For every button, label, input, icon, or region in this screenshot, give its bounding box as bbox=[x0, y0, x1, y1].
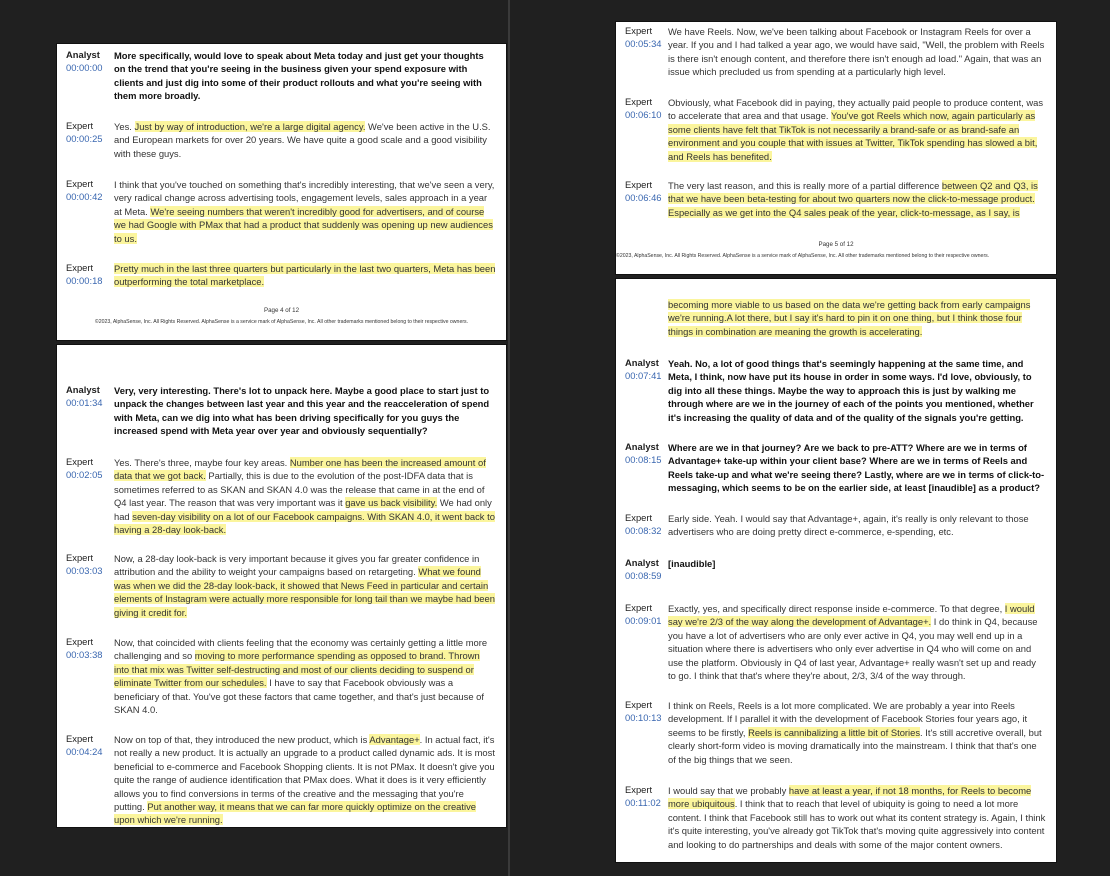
text-segment: I would say that we probably bbox=[668, 785, 789, 796]
speaker-role: Analyst bbox=[625, 557, 659, 568]
column-divider bbox=[508, 0, 510, 876]
timestamp[interactable]: 00:02:05 bbox=[66, 468, 103, 480]
timestamp[interactable]: 00:00:18 bbox=[66, 274, 103, 286]
turn-text bbox=[114, 49, 496, 103]
highlighted-text: Number one has been the increased amount of data that we got back. bbox=[114, 457, 486, 482]
speaker-role: Analyst bbox=[66, 384, 100, 395]
turn-text bbox=[668, 699, 1046, 766]
highlighted-text: gave us back visibility. bbox=[345, 497, 438, 509]
speaker-role: Expert bbox=[66, 733, 94, 744]
highlighted-text: Put another way, it means that we can far more quickly optimize on the creative upon which we're running. bbox=[114, 801, 476, 826]
highlighted-text: Just by way of introduction, we're a large digital agency. bbox=[134, 121, 366, 132]
speaker-role: Expert bbox=[66, 262, 94, 273]
text-segment: Partially, this is due to the evolution of the post-IDFA data that is sometimes referred to as SKAN and SKAN 4.0 was the release that came in at the end of Q4 last year. The reason that was very important was it bbox=[114, 470, 485, 509]
highlighted-text: between Q2 and Q3, is that we have been beta-testing for about two quarters now the click-to-message product. Especially as we get into the Q4 sales peak of the year, click-to-message, as I say, is bbox=[668, 180, 1038, 218]
timestamp[interactable]: 00:08:32 bbox=[625, 524, 662, 536]
text-segment: We've been active in the U.S. and European markets for over 20 years. We have quite a good scale and a good visibility with these guys. bbox=[114, 121, 491, 159]
page-number: Page 5 of 12 bbox=[818, 241, 854, 248]
turn-text bbox=[114, 384, 496, 438]
timestamp[interactable]: 00:00:42 bbox=[66, 190, 103, 202]
copyright-footer: ©2023, AlphaSense, Inc. All Rights Reserved. AlphaSense is a service mark of AlphaSense, Inc. All other trademarks mentioned belong to their respective owners. bbox=[616, 253, 990, 259]
turn-text bbox=[114, 456, 496, 536]
speaker-role: Analyst bbox=[625, 357, 659, 368]
text-segment: . I think that to reach that level of ubiquity is going to need a lot more content. I think that Facebook still has to work out what its content strategy is. Again, I think it's quite interesting, you've already got TikTok that's moving quite aggressively into content and looking to do partnerships and deals with some of the major content owners. bbox=[668, 798, 1046, 850]
text-segment: I think on Reels, Reels is a lot more complicated. We are probably a year into Reels development. If I parallel it with the development of Facebook Stories four years ago, it seems to be firstly, bbox=[668, 700, 1028, 738]
turn-text bbox=[114, 636, 496, 716]
highlighted-text: moving to more performance spending as opposed to brand. Thrown into that mix was Twitter self-destructing and most of our clients deciding to suspend or eliminate Twitter from our schedules. bbox=[114, 650, 480, 689]
highlighted-text: have at least a year, if not 18 months, for Reels to become more ubiquitous bbox=[668, 785, 1032, 810]
speaker-role: Analyst bbox=[625, 441, 659, 452]
timestamp[interactable]: 00:03:38 bbox=[66, 648, 103, 660]
text-segment: Exactly, yes, and specifically direct response inside e-commerce. To that degree, bbox=[668, 603, 1005, 614]
speaker-role: Expert bbox=[625, 699, 653, 710]
speaker-role: Expert bbox=[625, 96, 653, 107]
timestamp[interactable]: 00:09:01 bbox=[625, 614, 662, 626]
timestamp[interactable]: 00:08:59 bbox=[625, 569, 662, 581]
timestamp[interactable]: 00:01:34 bbox=[66, 396, 103, 408]
turn-text bbox=[668, 96, 1046, 163]
timestamp[interactable]: 00:05:34 bbox=[625, 37, 662, 49]
highlighted-text: What we found was when we did the 28-day look-back, it showed that News Feed in particular and certain elements of Instagram were actually more responsible for long tail than we maybe had been giving it credit for. bbox=[114, 566, 495, 618]
timestamp[interactable]: 00:00:00 bbox=[66, 61, 103, 73]
speaker-role: Expert bbox=[66, 552, 94, 563]
speaker-role: Expert bbox=[625, 784, 653, 795]
highlighted-text: Advantage+ bbox=[369, 734, 420, 745]
speaker-role: Analyst bbox=[66, 49, 100, 60]
text-segment: Yeah. No, a lot of good things that's seemingly happening at the same time, and Meta, I think, now have put its house in order in some ways. I'd love, obviously, to dig into all these things. Maybe the way to approach this is just by walking me through where are we in the journey of each of the points you mentioned, whether it's increasing the quality of data and of the quality of the signals you're getting. bbox=[668, 358, 1034, 423]
document-page-5-top bbox=[57, 345, 506, 827]
text-segment: Now, that coincided with clients feeling that the economy was certainly getting a little more challenging and so bbox=[114, 637, 488, 662]
text-segment: More specifically, would love to speak about Meta today and just get your thoughts on the trend that you're seeing in the business given your spend exposure with clients and just dig into some of their product rollouts and what you're seeing with them more broadly. bbox=[114, 50, 484, 102]
turn-text bbox=[114, 733, 496, 827]
turn-text bbox=[668, 25, 1046, 79]
highlighted-text: You've got Reels which now, again particularly as some clients have felt that TikTok is not necessarily a brand-safe or as brand-safe an environment and you couple that with issues at Twitter, TikTok spending has slowed a bit, and Reels has benefited. bbox=[668, 110, 1038, 162]
turn-text bbox=[668, 512, 1046, 539]
speaker-role: Expert bbox=[66, 456, 94, 467]
speaker-role: Expert bbox=[66, 120, 94, 131]
document-page-6-top bbox=[616, 279, 1056, 862]
turn-text bbox=[114, 262, 496, 289]
timestamp[interactable]: 00:00:25 bbox=[66, 132, 103, 144]
timestamp[interactable]: 00:06:46 bbox=[625, 191, 662, 203]
timestamp[interactable]: 00:10:13 bbox=[625, 711, 662, 723]
turn-text bbox=[668, 602, 1046, 682]
speaker-role: Expert bbox=[66, 178, 94, 189]
speaker-role: Expert bbox=[625, 602, 653, 613]
turn-text bbox=[668, 357, 1046, 424]
speaker-role: Expert bbox=[625, 179, 653, 190]
copyright-footer: ©2023, AlphaSense, Inc. All Rights Reserved. AlphaSense is a service mark of AlphaSense, Inc. All other trademarks mentioned belong to their respective owners. bbox=[94, 319, 469, 325]
document-page-4-bottom bbox=[57, 44, 506, 340]
highlighted-text: becoming more viable to us based on the data we're getting back from early campaigns we're running.A lot there, but I say it's hard to pin it on one thing, but I think those four things in combination are meaning the growth is accelerating. bbox=[668, 299, 1031, 337]
text-segment: Now on top of that, they introduced the new product, which is bbox=[114, 734, 370, 745]
speaker-role: Expert bbox=[625, 25, 653, 36]
text-segment: . In actual fact, it's not really a new product. It is actually an upgrade to a product called dynamic ads. It is most beneficial to e-commerce and Facebook Shopping clients. It is not PMax. It doesn't give you quite the range of audience identification that PMax does. What it does is it very efficiently allows you to find conversions in terms of the creative and the messaging that you're putting. bbox=[114, 734, 495, 813]
text-segment: Yes. bbox=[114, 121, 135, 132]
text-segment: Early side. Yeah. I would say that Advantage+, again, it's really is only relevant to those advertisers who are doing pretty direct e-commerce, e-spending, etc. bbox=[668, 513, 1029, 538]
timestamp[interactable]: 00:04:24 bbox=[66, 745, 103, 757]
text-segment: . It's still accretive overall, but clearly short-form video is moving dramatically into the mainstream. I think that that's one of the big things that we seen. bbox=[668, 726, 1042, 765]
highlighted-text: Pretty much in the last three quarters but particularly in the last two quarters, Meta has been outperforming the total marketplace. bbox=[114, 263, 496, 288]
text-segment: I think that you've touched on something that's incredibly interesting, that we've seen a very, very radical change across advertising tools, engagement levels, sales approach in a year at Meta. bbox=[114, 179, 495, 217]
continuation-text bbox=[668, 298, 1046, 338]
page-number: Page 4 of 12 bbox=[263, 307, 300, 314]
text-segment: Now, a 28-day look-back is very important because it gives you far greater confidence in attribution and the ability to weight your campaigns based on retargeting. bbox=[114, 553, 480, 578]
turn-text bbox=[114, 552, 496, 619]
text-segment: I do think in Q4, because you have a lot of advertisers who are only ever active in Q4, you may well end up in a situation where there is advertisers who only ever advertise in Q4 who will come on and use the platform. Obviously in Q4 of last year, Advantage+ really wasn't set up and ready to go. I think that that's where they're about, 2/3, 3/4 of the way through. bbox=[668, 616, 1038, 682]
turn-text bbox=[668, 179, 1046, 219]
text-segment: I have to say that Facebook obviously was a beneficiary of that. You've got these factors that came together, and that's just because of SKAN 4.0. bbox=[114, 677, 484, 716]
highlighted-text: We're seeing numbers that weren't incredibly good for advertisers, and of course we had Google with PMax that had a product that suddenly was opening up new audiences to us. bbox=[114, 205, 493, 244]
timestamp[interactable]: 00:08:15 bbox=[625, 453, 662, 465]
text-segment: We had only had bbox=[114, 497, 492, 522]
text-segment: Where are we in that journey? Are we back to pre-ATT? Where are we in terms of Advantage+ take-up within your client base? Where are we in terms of Reels and Reels take-up and what we're seeing there? Lastly, where are we in terms of click-to-messaging, which seems to be on the earlier side, at least [inaudible] as a product? bbox=[668, 442, 1045, 494]
text-segment: We have Reels. Now, we've been talking about Facebook or Instagram Reels for over a year. If you and I had talked a year ago, we would have said, "Well, the problem with Reels is there isn't enough content, and therefore there isn't enough ad load." Again, that was an issue which precluded us from spending at a particularly high level. bbox=[668, 26, 1045, 78]
speaker-role: Expert bbox=[66, 636, 94, 647]
turn-text bbox=[668, 784, 1046, 851]
turn-text bbox=[114, 120, 496, 160]
timestamp[interactable]: 00:06:10 bbox=[625, 108, 662, 120]
text-segment: Yes. There's three, maybe four key areas. bbox=[114, 457, 290, 468]
text-segment: Very, very interesting. There's lot to unpack here. Maybe a good place to start just to unpack the changes between last year and this year and the reacceleration of spend with Meta, can we dig into what has been driving specifically for you guys the increased spend with Meta year over year and obviously sequentially? bbox=[114, 385, 490, 437]
text-segment: The very last reason, and this is really more of a partial difference bbox=[668, 180, 942, 191]
timestamp[interactable]: 00:03:03 bbox=[66, 564, 103, 576]
document-page-5-bottom bbox=[616, 22, 1056, 274]
text-segment: [inaudible] bbox=[668, 558, 716, 569]
turn-text bbox=[114, 178, 496, 245]
highlighted-text: I would say we're 2/3 of the way along the development of Advantage+. bbox=[668, 603, 1035, 628]
timestamp[interactable]: 00:11:02 bbox=[625, 796, 661, 808]
text-segment: Obviously, what Facebook did in paying, they actually paid people to produce content, was to accelerate that area and that usage. bbox=[668, 97, 1044, 122]
highlighted-text: seven-day visibility on a lot of our Facebook campaigns. With SKAN 4.0, it went back to having a 28-day look-back. bbox=[114, 510, 495, 536]
turn-text bbox=[668, 441, 1046, 495]
turn-text bbox=[668, 557, 1046, 570]
timestamp[interactable]: 00:07:41 bbox=[625, 369, 662, 381]
highlighted-text: Reels is cannibalizing a little bit of Stories bbox=[748, 726, 921, 738]
speaker-role: Expert bbox=[625, 512, 653, 523]
